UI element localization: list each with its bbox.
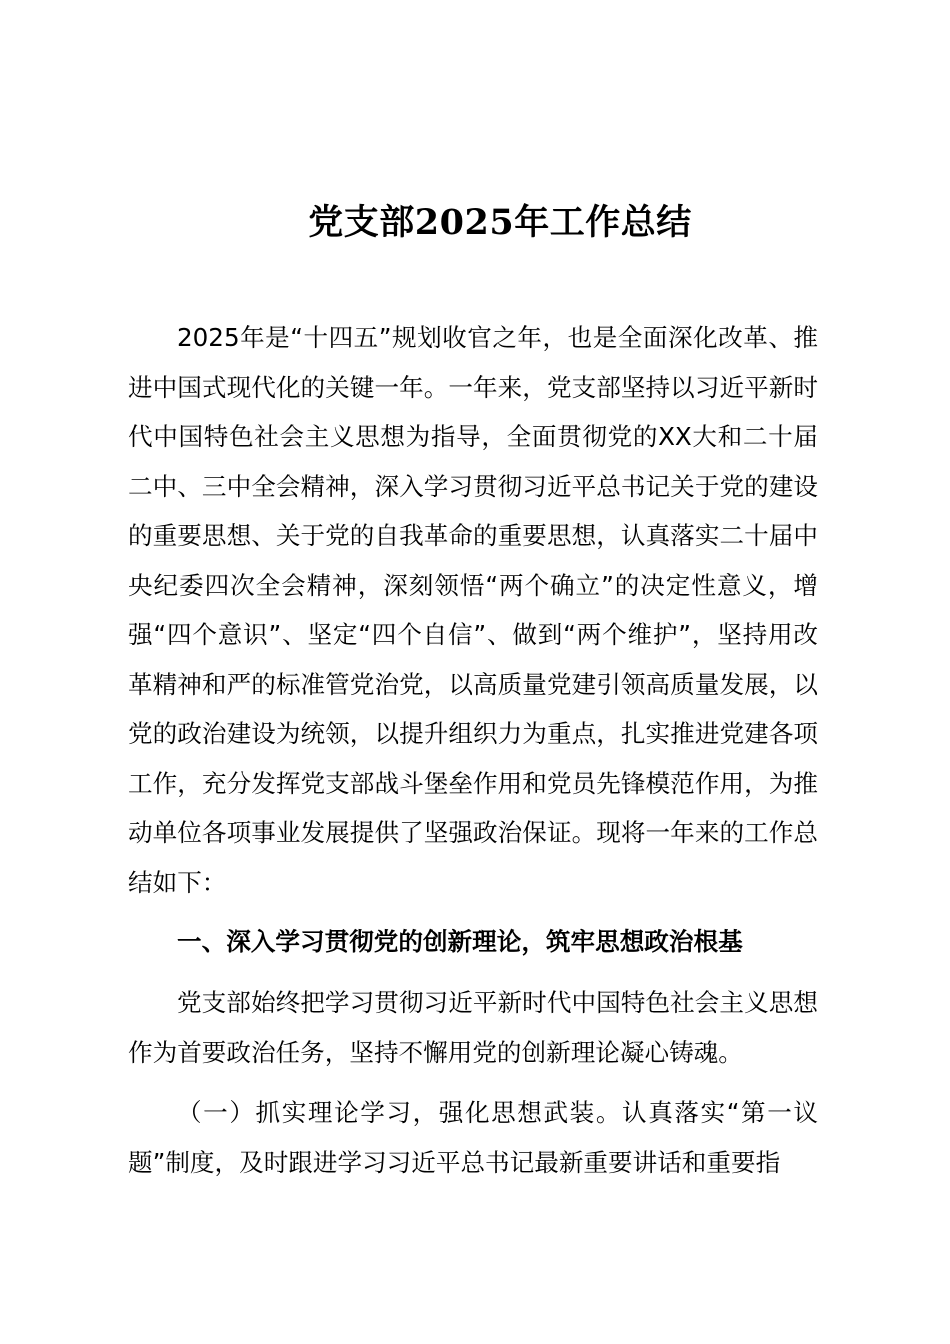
document-title: 党支部2025年工作总结 xyxy=(308,202,692,243)
section-1-paragraph: 党支部始终把学习贯彻习近平新时代中国特色社会主义思想作为首要政治任务，坚持不懈用党的创新理论凝心铸魂。 xyxy=(128,988,818,1067)
subsection-1-paragraph: （一）抓实理论学习，强化思想武装。认真落实“第一议题”制度，及时跟进学习习近平总书记最新重要讲话和重要指 xyxy=(128,1098,818,1177)
section-heading-1: 一、深入学习贯彻党的创新理论，筑牢思想政治根基 xyxy=(177,927,743,956)
intro-paragraph: 2025年是“十四五”规划收官之年，也是全面深化改革、推进中国式现代化的关键一年。一年来，党支部坚持以习近平新时代中国特色社会主义思想为指导，全面贯彻党的XX大和二十届二中、三中全会精神，深入学习贯彻习近平总书记关于党的建设的重要思想、关于党的自我革命的重要思想，认真落实二十届中央纪委四次全会精神，深刻领悟“两个确立”的决定性意义，增强“四个意识”、坚定“四个自信”、做到“两个维护”，坚持用改革精神和严的标准管党治党，以高质量党建引领高质量发展，以党的政治建设为统领，以提升组织力为重点，扎实推进党建各项工作，充分发挥党支部战斗堡垒作用和党员先锋模范作用，为推动单位各项事业发展提供了坚强政治保证。现将一年来的工作总结如下： xyxy=(128,323,819,897)
